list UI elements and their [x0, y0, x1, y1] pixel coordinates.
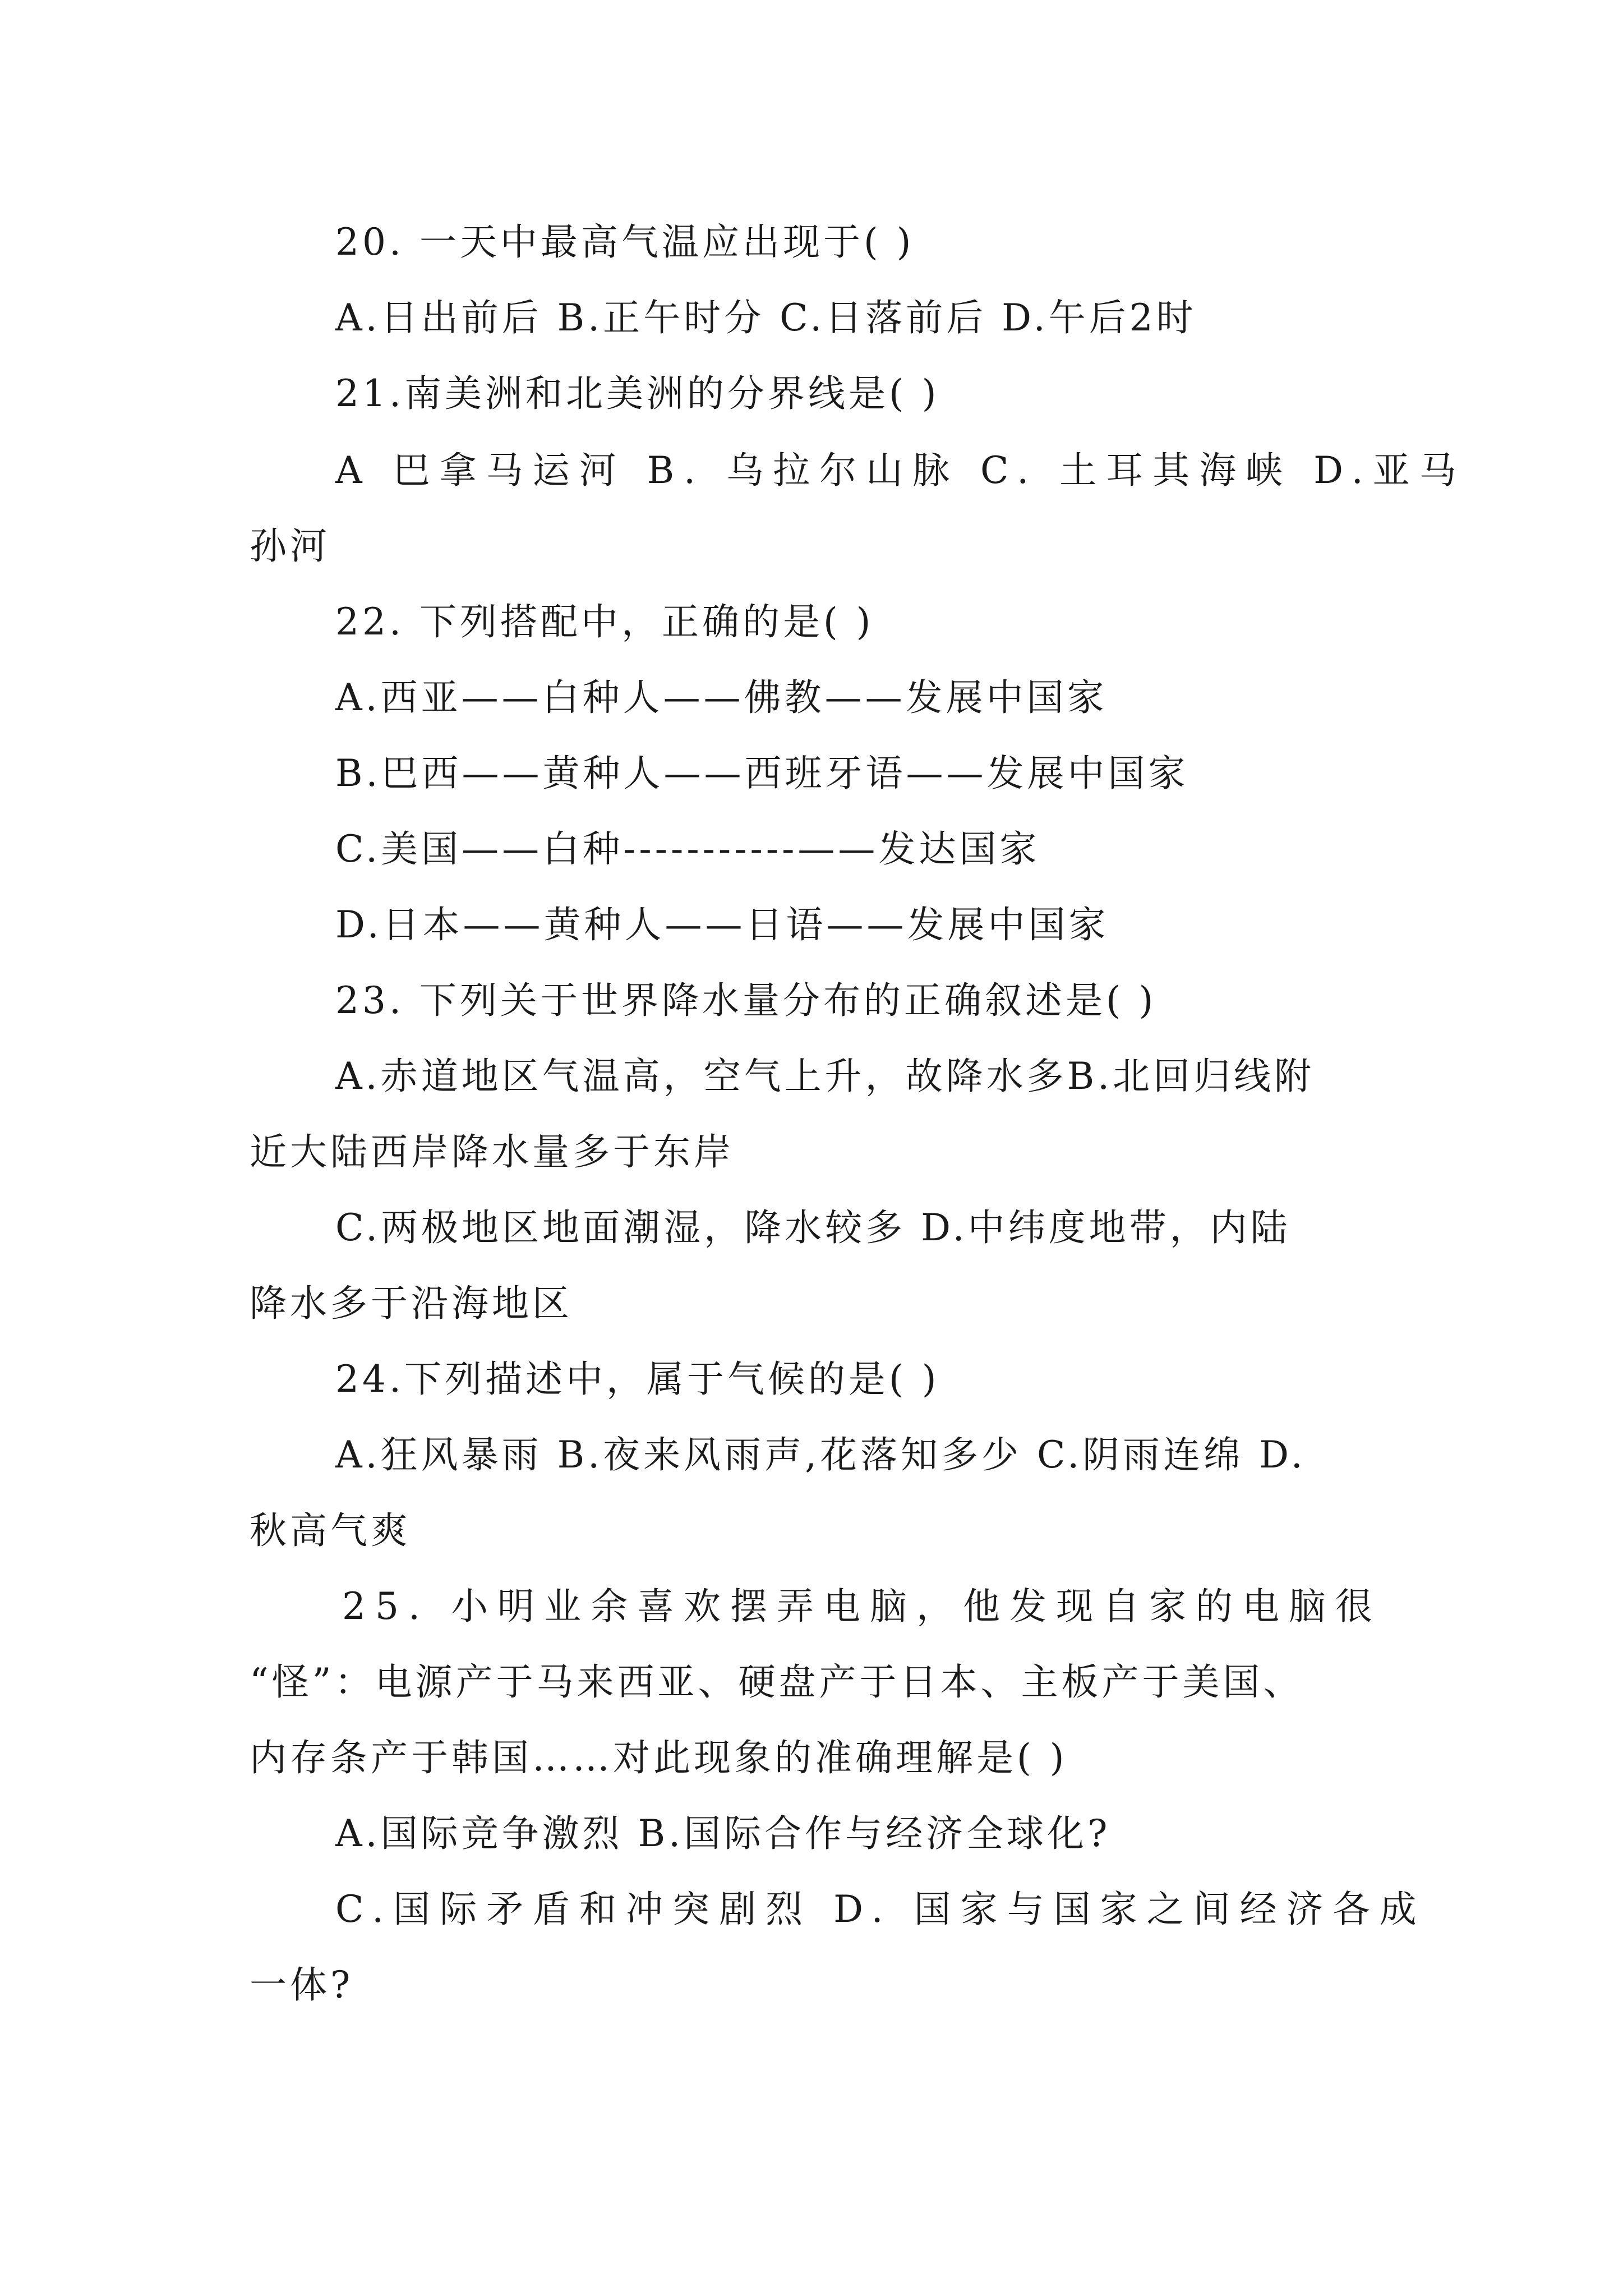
question-21-options-cont: 孙河 — [250, 524, 330, 568]
question-22: 22. 下列搭配中，正确的是( ) — [335, 600, 874, 643]
question-25-cont-2: 内存条产于韩国……对此现象的准确理解是( ) — [250, 1736, 1068, 1779]
question-23: 23. 下列关于世界降水量分布的正确叙述是( ) — [335, 979, 1157, 1022]
question-25-options-cd-cont: 一体? — [250, 1963, 354, 2007]
question-24: 24.下列描述中，属于气候的是( ) — [335, 1358, 940, 1401]
question-20-options: A.日出前后 B.正午时分 C.日落前后 D.午后2时 — [335, 296, 1197, 339]
question-25-options-cd: C.国际矛盾和冲突剧烈 D. 国家与国家之间经济各成 — [335, 1888, 1426, 1931]
question-23-options-ab-cont: 近大陆西岸降水量多于东岸 — [250, 1130, 734, 1174]
question-25-options-ab: A.国际竞争激烈 B.国际合作与经济全球化? — [335, 1812, 1111, 1855]
question-21-options: A 巴拿马运河 B. 乌拉尔山脉 C. 土耳其海峡 D.亚马 — [335, 449, 1466, 492]
question-25-cont-1: “怪”：电源产于马来西亚、硬盘产于日本、主板产于美国、 — [250, 1660, 1304, 1704]
question-20: 20. 一天中最高气温应出现于( ) — [335, 220, 915, 264]
question-22-option-a: A.西亚——白种人——佛教——发展中国家 — [335, 676, 1108, 719]
question-23-options-cd: C.两极地区地面潮湿，降水较多 D.中纬度地带，内陆 — [335, 1206, 1291, 1249]
question-22-option-b: B.巴西——黄种人——西班牙语——发展中国家 — [335, 752, 1189, 795]
question-22-option-d: D.日本——黄种人——日语——发展中国家 — [335, 903, 1109, 946]
question-25: 25. 小明业余喜欢摆弄电脑，他发现自家的电脑很 — [342, 1585, 1382, 1628]
question-23-options-ab: A.赤道地区气温高，空气上升，故降水多B.北回归线附 — [335, 1055, 1315, 1098]
question-22-option-c: C.美国——白种-----------——发达国家 — [335, 827, 1040, 871]
question-21: 21.南美洲和北美洲的分界线是( ) — [335, 372, 940, 415]
question-24-options: A.狂风暴雨 B.夜来风雨声,花落知多少 C.阴雨连绵 D. — [335, 1433, 1306, 1476]
question-23-options-cd-cont: 降水多于沿海地区 — [250, 1282, 573, 1325]
question-24-options-cont: 秋高气爽 — [250, 1509, 411, 1552]
